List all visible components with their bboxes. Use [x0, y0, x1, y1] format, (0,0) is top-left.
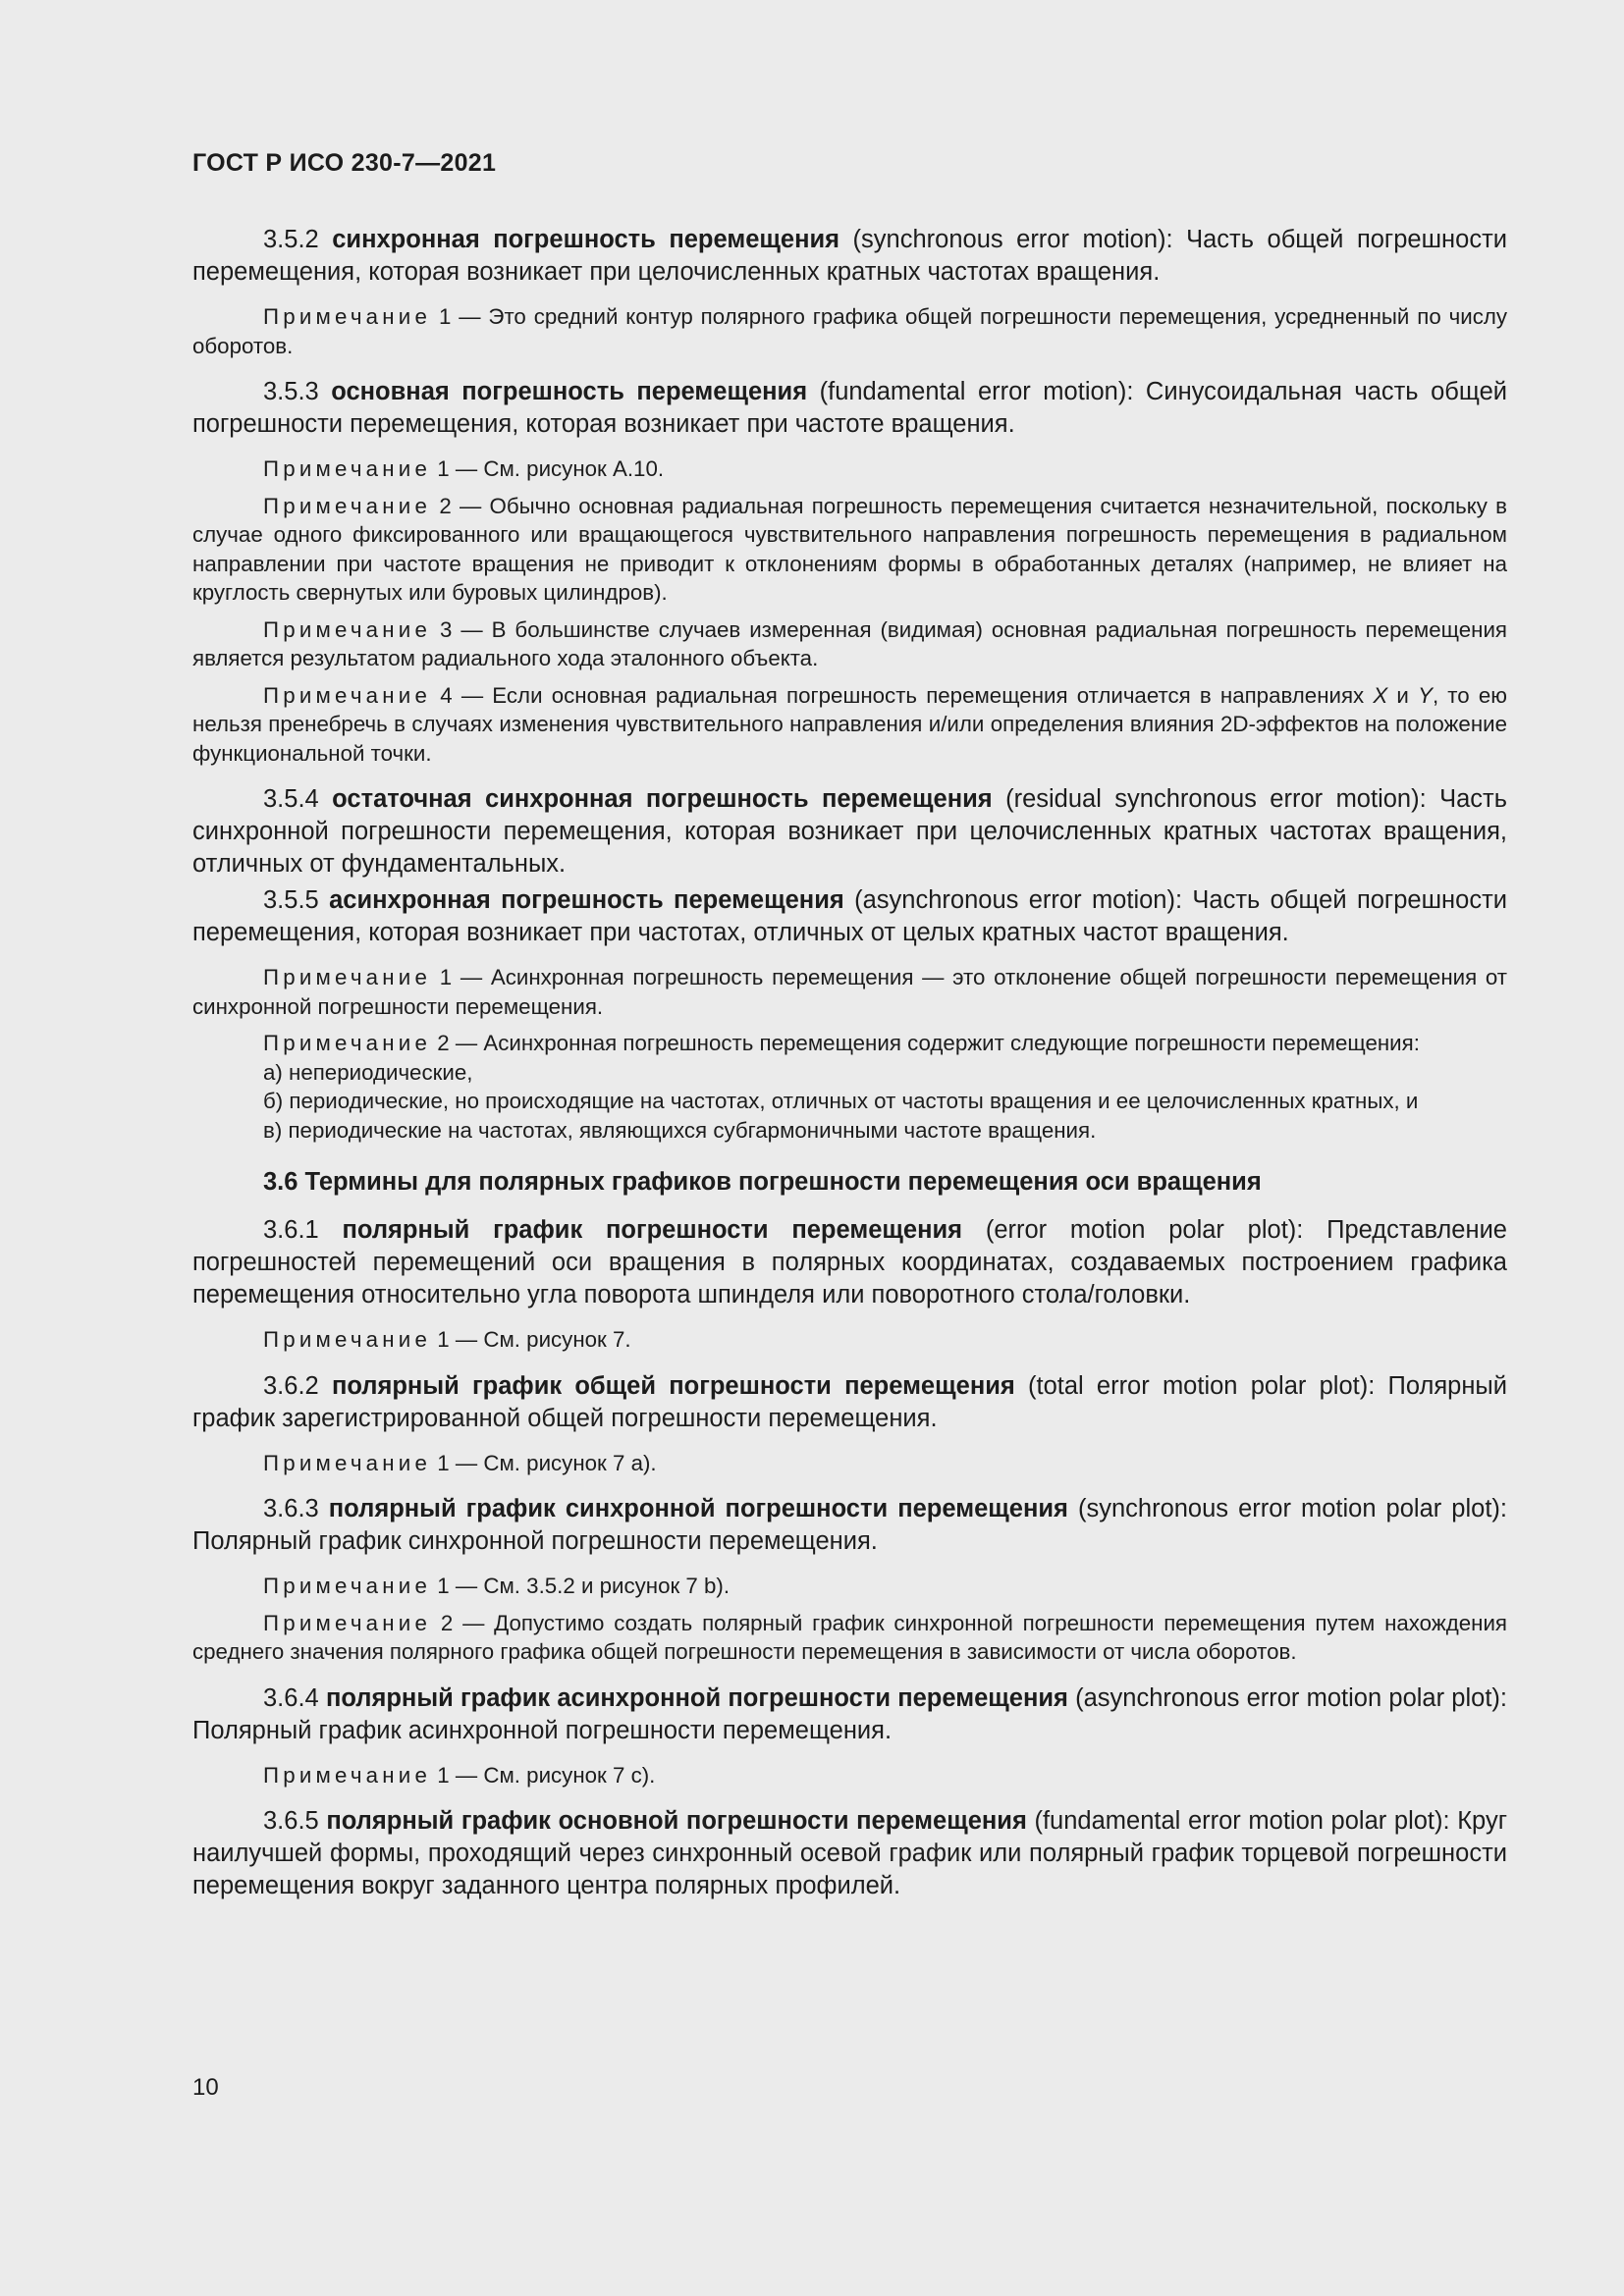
note: [192, 963, 1507, 1021]
axis-x: X: [1373, 682, 1388, 708]
page-number: 10: [192, 2074, 219, 2101]
term-title: полярный график погрешности перемещения: [342, 1216, 963, 1244]
term-number: 3.6.5: [263, 1807, 319, 1835]
note-label: Примечание: [263, 1327, 432, 1352]
note-text: , то ею нельзя пренебречь в случаях изменения чувствительного направления и/или определения влияния 2D-эффектов на положение функциональной точки.: [192, 682, 1507, 766]
term-number: 3.6.3: [263, 1495, 319, 1522]
note: [192, 454, 1507, 484]
term-title: полярный график основной погрешности перемещения: [326, 1807, 1027, 1835]
term-number: 3.5.4: [263, 785, 319, 813]
term-3-6-1: [192, 1214, 1507, 1311]
list-item: в) периодические на частотах, являющихся субгармоничными частоте вращения.: [263, 1117, 1097, 1143]
term-3-5-4: [192, 783, 1507, 881]
term-definition: (residual synchronous error motion): Часть синхронной погрешности перемещения, которая возникает при целочисленных кратных частотах вращения, отличных от фундаментальных.: [192, 785, 1507, 878]
term-definition: (synchronous error motion polar plot): Полярный график синхронной погрешности перемещения.: [192, 1495, 1508, 1555]
note-text: 1 — Асинхронная погрешность перемещения — это отклонение общей погрешности перемещения от синхронной погрешности перемещения.: [192, 965, 1507, 1019]
document-header: ГОСТ Р ИСО 230-7—2021: [192, 149, 497, 177]
section-heading: 3.6 Термины для полярных графиков погрешности перемещения оси вращения: [263, 1168, 1262, 1196]
document-page: [192, 0, 1507, 2296]
note: [192, 492, 1507, 608]
term-number: 3.6.4: [263, 1683, 319, 1712]
term-definition: (error motion polar plot): Представление погрешностей перемещений оси вращения в полярных координатах, создаваемых построением графика перемещения относительно угла поворота шпинделя или поворотного стола/головки.: [192, 1216, 1507, 1308]
note-text: 4 — Если основная радиальная погрешность перемещения отличается в направлениях: [431, 682, 1374, 708]
note-label: Примечание: [263, 493, 432, 518]
list-item: а) непериодические,: [263, 1059, 473, 1085]
note: [192, 1325, 1507, 1355]
note-text: 3 — В большинстве случаев измеренная (видимая) основная радиальная погрешность перемещения является результатом радиального хода эталонного объекта.: [192, 616, 1507, 670]
term-definition: (total error motion polar plot): Полярный график зарегистрированной общей погрешности перемещения.: [192, 1371, 1507, 1432]
note-label: Примечание: [263, 965, 432, 989]
note: [192, 1761, 1507, 1790]
note-text: 2 — Допустимо создать полярный график синхронной погрешности перемещения путем нахождения среднего значения полярного графика общей погрешности перемещения в зависимости от числа оборотов.: [192, 1610, 1507, 1664]
note-label: Примечание: [263, 1610, 432, 1635]
term-number: 3.6.2: [263, 1371, 319, 1400]
note-text: 2 — Обычно основная радиальная погрешность перемещения считается незначительной, поскольку в случае одного фиксированного или вращающегося чувствительного направления погрешность перемещения в радиальном направлении при частоте вращения не приводит к отклонениям формы в обработанных деталях (например, не влияет на круглость свернутых или буровых цилиндров).: [192, 493, 1507, 605]
note-text: 1 — См. рисунок 7 с).: [431, 1762, 656, 1788]
note-label: Примечание: [263, 1762, 432, 1788]
term-title: основная погрешность перемещения: [331, 378, 808, 405]
note-label: Примечание: [263, 682, 432, 708]
note-text: 1 — См. рисунок 7 а).: [431, 1450, 657, 1475]
note: [192, 681, 1507, 769]
note-text: 2 — Асинхронная погрешность перемещения содержит следующие погрешности перемещения:: [431, 1031, 1420, 1055]
term-3-6-2: [192, 1370, 1507, 1435]
term-3-6-4: [192, 1682, 1507, 1747]
note: [192, 1449, 1507, 1478]
list-item: б) периодические, но происходящие на частотах, отличных от частоты вращения и ее целочисленных кратных, и: [263, 1089, 1419, 1113]
term-3-5-3: [192, 376, 1507, 441]
note-text: 1 — См. рисунок А.10.: [431, 456, 665, 481]
note-label: Примечание: [263, 616, 432, 642]
note: [192, 1029, 1507, 1058]
term-title: полярный график общей погрешности перемещения: [331, 1371, 1015, 1400]
term-3-6-5: [192, 1805, 1507, 1902]
term-definition: (asynchronous error motion polar plot): Полярный график асинхронной погрешности перемещения.: [192, 1683, 1507, 1744]
term-title: полярный график асинхронной погрешности перемещения: [325, 1683, 1068, 1712]
note: [192, 302, 1507, 360]
term-number: 3.5.2: [263, 226, 319, 253]
axis-y: Y: [1418, 682, 1433, 708]
term-definition: (synchronous error motion): Часть общей погрешности перемещения, которая возникает при целочисленных кратных частотах вращения.: [192, 226, 1507, 286]
note-label: Примечание: [263, 456, 432, 481]
note: [192, 1609, 1507, 1667]
note-label: Примечание: [263, 1574, 432, 1598]
term-definition: (fundamental error motion polar plot): Круг наилучшей формы, проходящий через синхронный осевой график или полярный график торцевой погрешности перемещения вокруг заданного центра полярных профилей.: [192, 1807, 1507, 1899]
note-text: и: [1387, 682, 1419, 708]
term-title: полярный график синхронной погрешности перемещения: [328, 1495, 1068, 1522]
term-3-6-3: [192, 1493, 1507, 1558]
term-title: синхронная погрешность перемещения: [332, 226, 840, 253]
term-definition: (fundamental error motion): Синусоидальная часть общей погрешности перемещения, которая возникает при частоте вращения.: [192, 378, 1507, 438]
note-label: Примечание: [263, 1450, 432, 1475]
note: [192, 615, 1507, 673]
note-label: Примечание: [263, 304, 432, 329]
note-text: 1 — См. рисунок 7.: [431, 1327, 631, 1352]
note-label: Примечание: [263, 1031, 432, 1055]
note-text: 1 — Это средний контур полярного графика общей погрешности перемещения, усредненный по числу оборотов.: [192, 304, 1507, 358]
term-3-5-5: [192, 884, 1507, 949]
term-title: асинхронная погрешность перемещения: [329, 886, 844, 914]
term-number: 3.5.3: [263, 378, 319, 405]
note: [192, 1572, 1507, 1601]
term-title: остаточная синхронная погрешность перемещения: [332, 785, 993, 813]
term-definition: (asynchronous error motion): Часть общей погрешности перемещения, которая возникает при частотах, отличных от целых кратных частот вращения.: [192, 886, 1507, 946]
term-number: 3.5.5: [263, 886, 319, 914]
document-body: [192, 224, 1507, 1916]
note-text: 1 — См. 3.5.2 и рисунок 7 b).: [431, 1574, 731, 1598]
term-number: 3.6.1: [263, 1216, 319, 1244]
term-3-5-2: [192, 224, 1507, 289]
